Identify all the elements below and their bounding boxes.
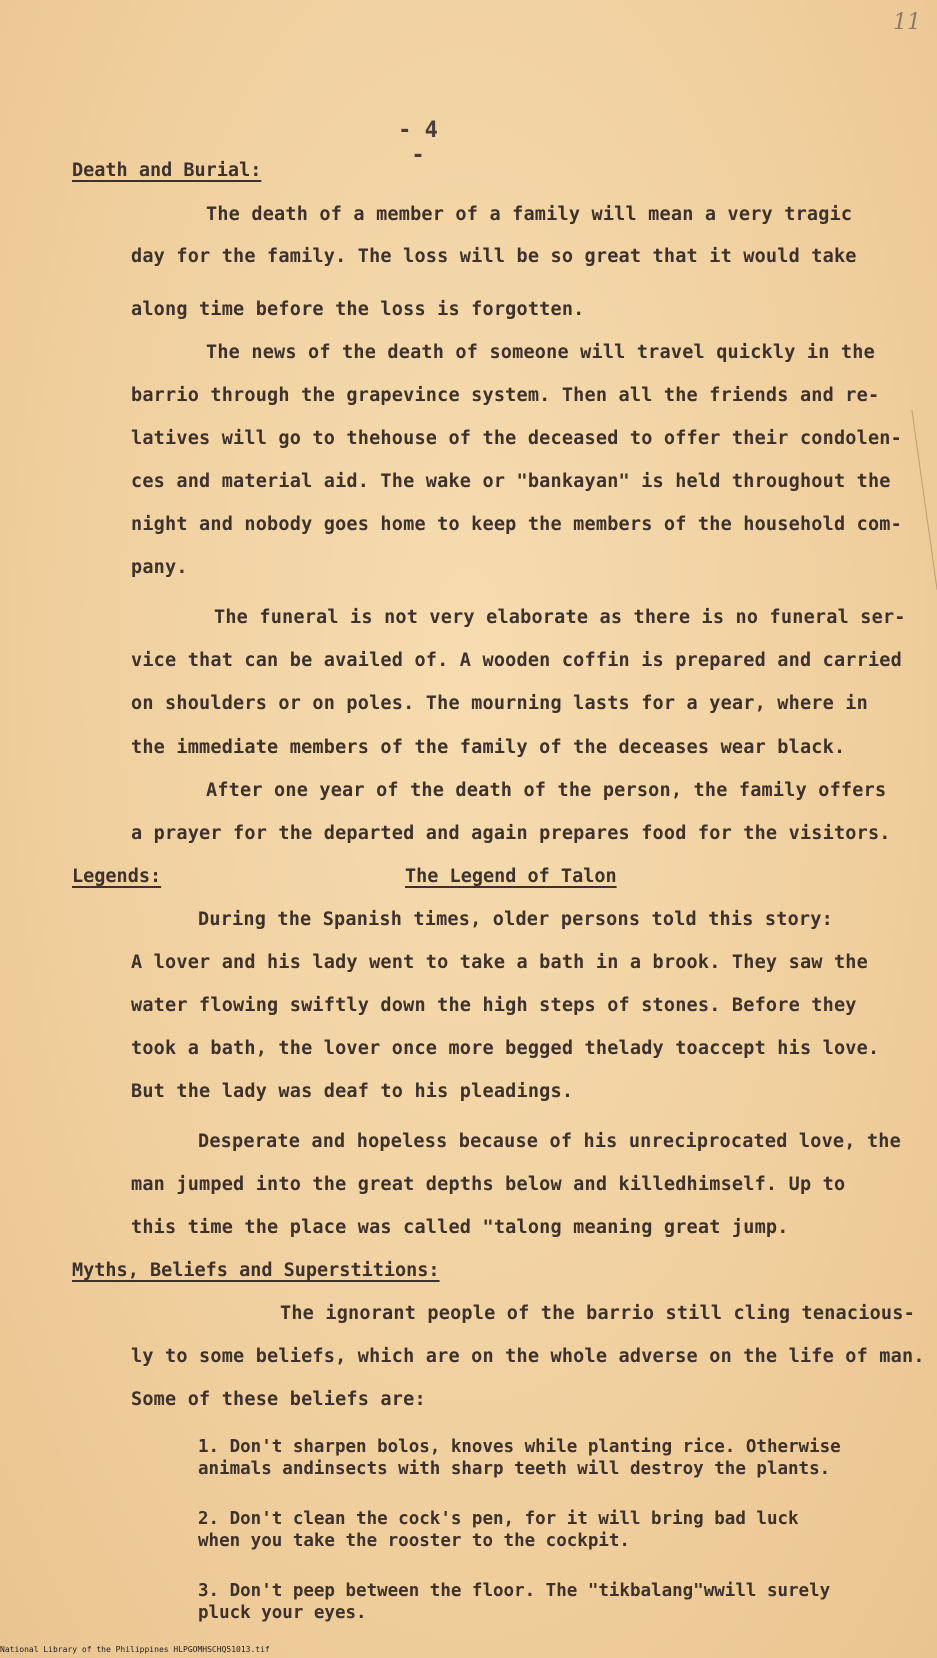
belief-item-3-line-2: pluck your eyes. [198,1603,367,1623]
text-line: took a bath, the lover once more begged thelady toaccept his love. [131,1038,880,1059]
text-line: barrio through the grapevince system. Then all the friends and re- [131,385,880,406]
text-line: the immediate members of the family of the deceases wear black. [131,737,846,758]
archive-footer: National Library of the Philippines HLPGOMHSCHQ51013.tif [0,1645,270,1654]
heading-legends: Legends: [72,866,162,887]
belief-item-2-line-2: when you take the rooster to the cockpit. [198,1531,630,1551]
text-line: this time the place was called "talong meaning great jump. [131,1217,789,1238]
belief-item-3-line-1: 3. Don't peep between the floor. The "tikbalang"wwill surely [198,1581,831,1601]
text-line: During the Spanish times, older persons told this story: [198,909,833,930]
heading-myths-beliefs: Myths, Beliefs and Superstitions: [72,1260,440,1281]
text-line: along time before the loss is forgotten. [131,299,585,320]
text-line: ces and material aid. The wake or "bankayan" is held throughout the [131,471,891,492]
belief-item-2-line-1: 2. Don't clean the cock's pen, for it will bring bad luck [198,1509,799,1529]
text-line: Some of these beliefs are: [131,1389,426,1410]
belief-item-1-line-2: animals andinsects with sharp teeth will destroy the plants. [198,1459,831,1479]
text-line: day for the family. The loss will be so great that it would take [131,246,857,267]
page-crease [911,410,937,590]
text-line: The news of the death of someone will travel quickly in the [206,342,875,363]
corner-pencil-mark: 11 [893,10,921,35]
text-line: But the lady was deaf to his pleadings. [131,1081,574,1102]
text-line: ly to some beliefs, which are on the whole adverse on the life of man. [131,1346,925,1367]
text-line: night and nobody goes home to keep the members of the household com- [131,514,902,535]
text-line: The ignorant people of the barrio still cling tenacious- [280,1303,915,1324]
text-line: man jumped into the great depths below and killedhimself. Up to [131,1174,846,1195]
legend-title: The Legend of Talon [405,866,617,887]
text-line: The funeral is not very elaborate as there is no funeral ser- [214,607,906,628]
heading-death-and-burial: Death and Burial: [72,160,262,181]
text-line: pany. [131,557,188,578]
text-line: vice that can be availed of. A wooden coffin is prepared and carried [131,650,902,671]
text-line: After one year of the death of the person, the family offers [206,780,887,801]
text-line: The death of a member of a family will mean a very tragic [206,204,853,225]
text-line: water flowing swiftly down the high steps of stones. Before they [131,995,857,1016]
text-line: on shoulders or on poles. The mourning lasts for a year, where in [131,693,868,714]
page-number: - 4 - [398,118,438,168]
text-line: Desperate and hopeless because of his unreciprocated love, the [198,1131,901,1152]
text-line: a prayer for the departed and again prepares food for the visitors. [131,823,891,844]
text-line: A lover and his lady went to take a bath in a brook. They saw the [131,952,868,973]
belief-item-1-line-1: 1. Don't sharpen bolos, knoves while planting rice. Otherwise [198,1437,841,1457]
text-line: latives will go to thehouse of the deceased to offer their condolen- [131,428,902,449]
